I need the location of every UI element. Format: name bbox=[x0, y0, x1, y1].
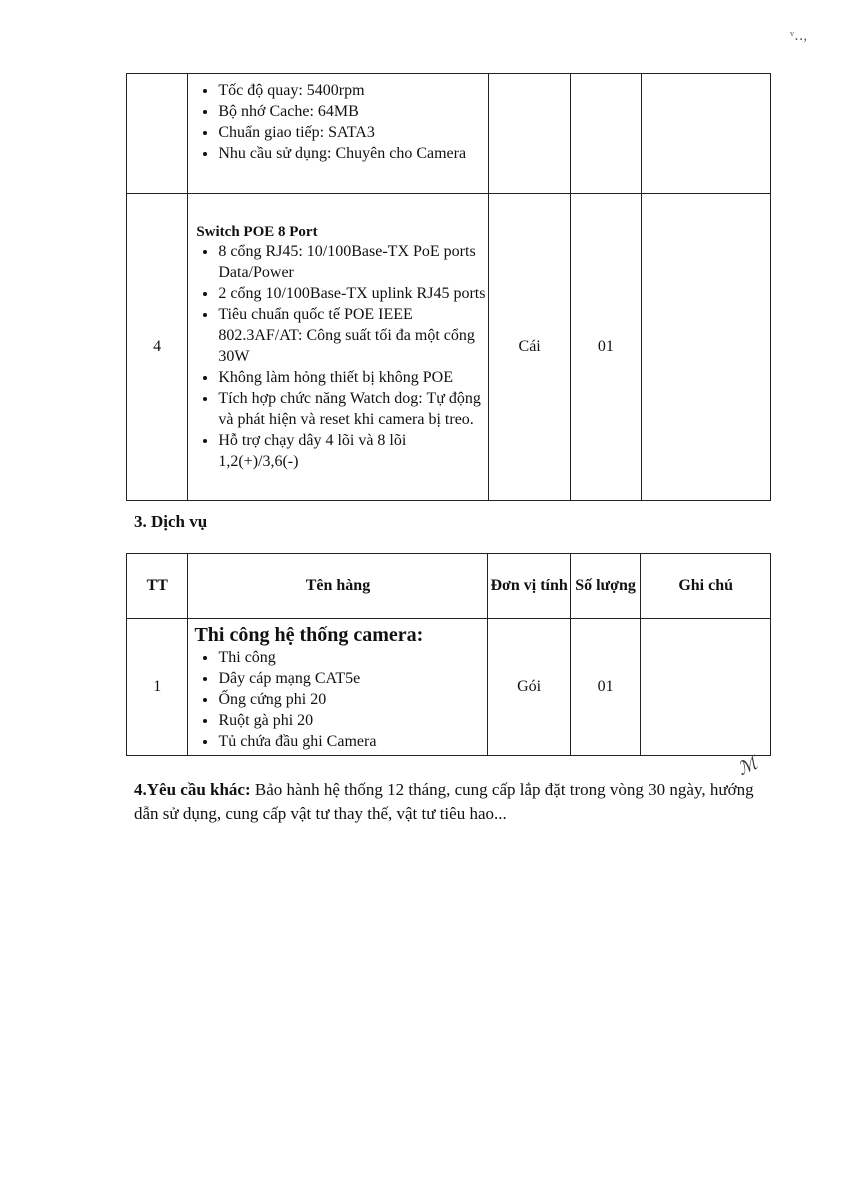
service-table bbox=[126, 553, 771, 756]
list-item: • Dây cáp mạng CAT5e bbox=[218, 668, 487, 689]
other-requirements bbox=[134, 778, 774, 826]
qty-cell: 01 bbox=[571, 194, 641, 501]
spec-cell bbox=[188, 619, 488, 756]
header-unit: Đơn vị tính bbox=[488, 554, 570, 619]
list-item: • Tốc độ quay: 5400rpm bbox=[218, 80, 488, 101]
list-item: • Nhu cầu sử dụng: Chuyên cho Camera bbox=[218, 143, 488, 164]
tt-cell: 4 bbox=[127, 194, 188, 501]
list-item: • Hỗ trợ chạy dây 4 lõi và 8 lõi 1,2(+)/3,6(-) bbox=[218, 430, 488, 472]
list-item: • Tủ chứa đầu ghi Camera bbox=[218, 731, 487, 752]
item-title: Thi công hệ thống camera: bbox=[194, 624, 424, 646]
unit-cell: Cái bbox=[489, 194, 571, 501]
tt-cell: 1 bbox=[127, 619, 188, 756]
unit-cell: Gói bbox=[488, 619, 570, 756]
list-item: • 8 cổng RJ45: 10/100Base-TX PoE ports Data/Power bbox=[218, 241, 488, 283]
spec-list bbox=[188, 80, 488, 164]
spec-cell bbox=[188, 74, 489, 194]
header-tt: TT bbox=[127, 554, 188, 619]
table-row bbox=[127, 194, 771, 501]
list-item: • 2 cổng 10/100Base-TX uplink RJ45 ports bbox=[218, 283, 488, 304]
list-item: • Chuẩn giao tiếp: SATA3 bbox=[218, 122, 488, 143]
list-item: • Tiêu chuẩn quốc tế POE IEEE 802.3AF/AT: Công suất tối đa một cổng 30W bbox=[218, 304, 488, 367]
list-item: • Tích hợp chức năng Watch dog: Tự động và phát hiện và reset khi camera bị treo. bbox=[218, 388, 488, 430]
spec-list bbox=[188, 241, 488, 472]
corner-scan-mark: ᵛ‥, bbox=[790, 29, 807, 44]
list-item: • Không làm hỏng thiết bị không POE bbox=[218, 367, 488, 388]
table-row bbox=[127, 619, 771, 756]
item-title: Switch POE 8 Port bbox=[196, 223, 318, 240]
other-requirements-label: 4.Yêu cầu khác: bbox=[134, 780, 251, 799]
unit-cell bbox=[489, 74, 571, 194]
list-item: • Ruột gà phi 20 bbox=[218, 710, 487, 731]
list-item: • Ống cứng phi 20 bbox=[218, 689, 487, 710]
section-heading: 3. Dịch vụ bbox=[134, 512, 208, 531]
tt-cell bbox=[127, 74, 188, 194]
initials-mark: ℳ bbox=[734, 752, 761, 780]
header-qty: Số lượng bbox=[570, 554, 641, 619]
other-requirements-text: Bảo hành hệ thống 12 tháng, cung cấp lắp đặt trong vòng 30 ngày, hướng dẫn sử dụng, cung cấp vật tư thay thế, vật tư tiêu hao... bbox=[134, 780, 754, 823]
table-header-row bbox=[127, 554, 771, 619]
header-name: Tên hàng bbox=[188, 554, 488, 619]
note-cell bbox=[641, 619, 771, 756]
note-cell bbox=[641, 74, 770, 194]
spec-cell bbox=[188, 194, 489, 501]
table-row bbox=[127, 74, 771, 194]
note-cell bbox=[641, 194, 770, 501]
header-note: Ghi chú bbox=[641, 554, 771, 619]
equipment-table-continued bbox=[126, 73, 771, 501]
list-item: • Bộ nhớ Cache: 64MB bbox=[218, 101, 488, 122]
list-item: • Thi công bbox=[218, 647, 487, 668]
spec-list bbox=[188, 647, 487, 752]
qty-cell: 01 bbox=[570, 619, 641, 756]
qty-cell bbox=[571, 74, 641, 194]
